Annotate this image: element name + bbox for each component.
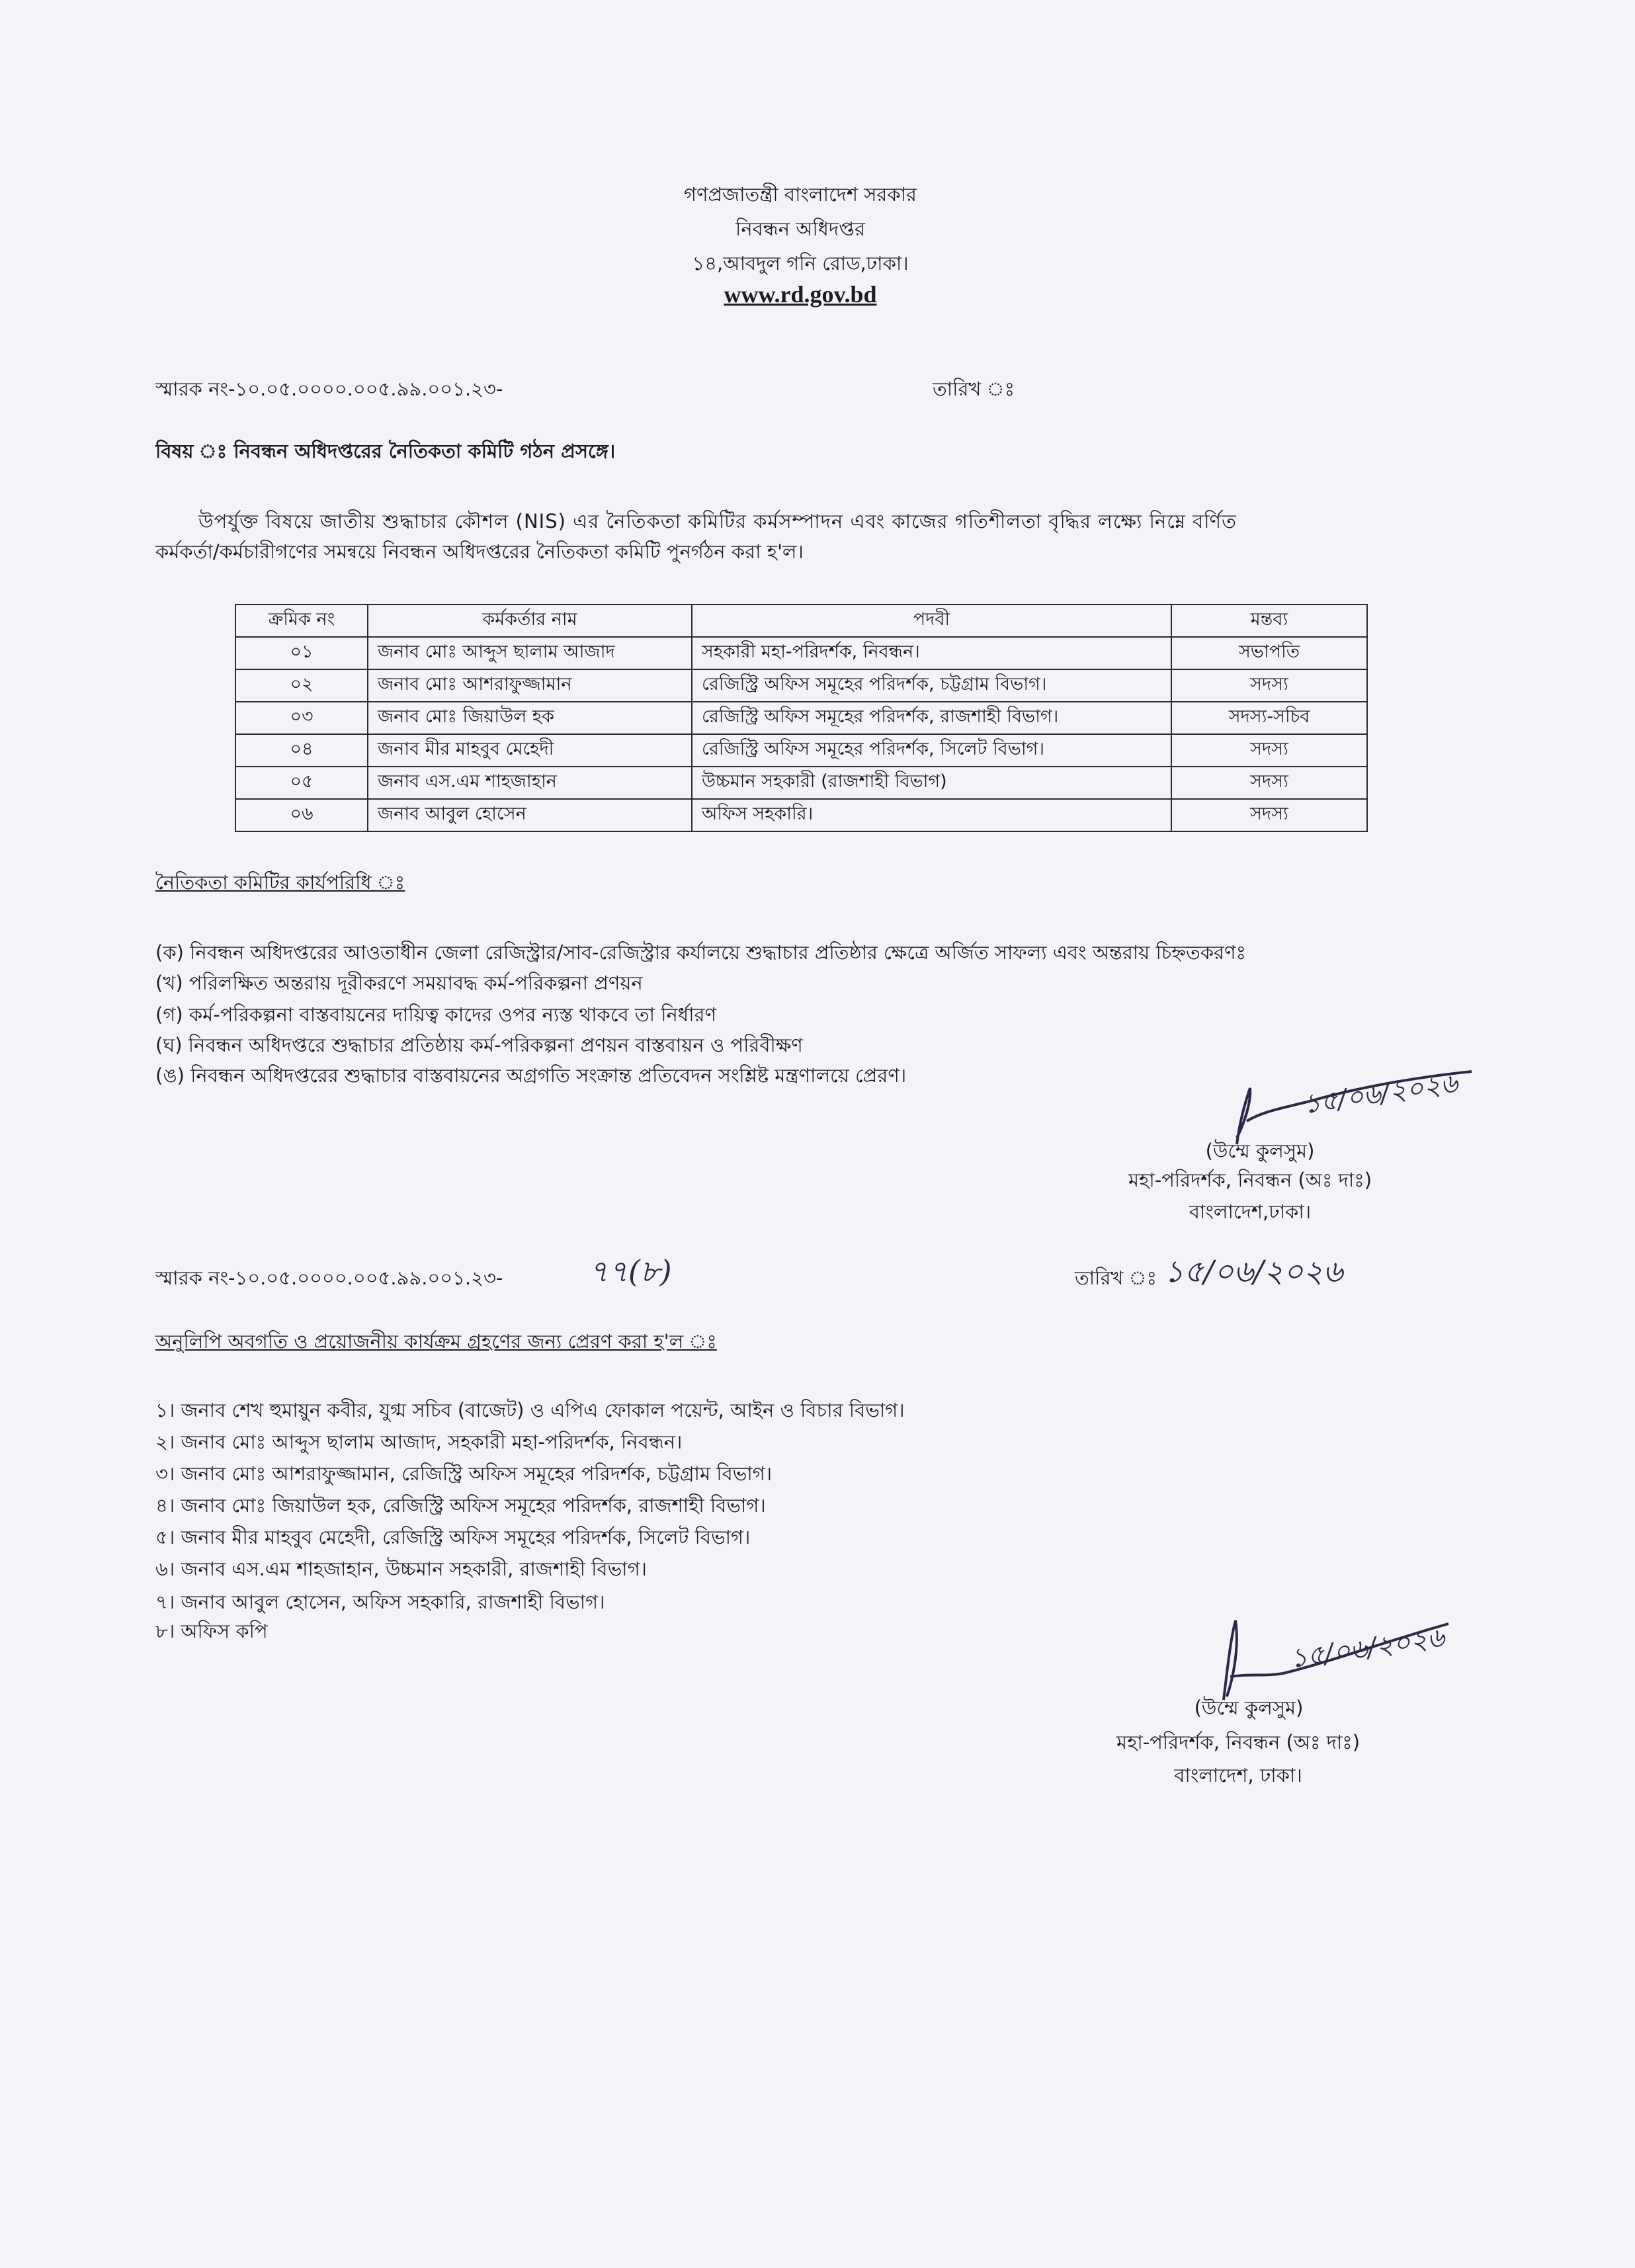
copy-item: ৫। জনাব মীর মাহবুব মেহেদী, রেজিস্ট্রি অফিস সমূহের পরিদর্শক, সিলেট বিভাগ। [155, 1526, 751, 1548]
cell-serial: ০৪ [235, 734, 368, 767]
cell-designation: অফিস সহকারি। [692, 799, 1171, 831]
govt-name: গণপ্রজাতন্ত্রী বাংলাদেশ সরকার [683, 183, 917, 206]
column-header-remarks: মন্তব্য [1171, 605, 1367, 637]
cell-serial: ০৬ [235, 799, 368, 831]
cell-serial: ০২ [235, 669, 368, 702]
table-row [235, 702, 1367, 734]
cell-designation: সহকারী মহা-পরিদর্শক, নিবন্ধন। [692, 637, 1171, 669]
signature-date: ১৫/০৬/২০২৬ [1301, 1068, 1460, 1120]
memo2-handwritten-date: ১৫/০৬/২০২৬ [1164, 1253, 1343, 1289]
copies-heading: অনুলিপি অবগতি ও প্রয়োজনীয় কার্যক্রম গ্রহণের জন্য প্রেরণ করা হ'ল ঃ [155, 1330, 717, 1353]
body-line-1: উপর্যুক্ত বিষয়ে জাতীয় শুদ্ধাচার কৌশল (NIS) এর নৈতিকতা কমিটির কর্মসম্পাদন এবং কাজের গতিশীলতা বৃদ্ধির লক্ষ্যে নিম্নে বর্ণিত [198, 510, 1237, 532]
table-row [235, 767, 1367, 799]
memo2-date-label: তারিখ ঃ [1075, 1267, 1157, 1289]
memo-date-label: তারিখ ঃ [933, 378, 1015, 400]
scope-item: (ঙ) নিবন্ধন অধিদপ্তরের শুদ্ধাচার বাস্তবায়নের অগ্রগতি সংক্রান্ত প্রতিবেদন সংশ্লিষ্ট মন্ত্রণালয়ে প্রেরণ। [155, 1064, 907, 1087]
signatory-place: বাংলাদেশ, ঢাকা। [1174, 1764, 1302, 1786]
cell-remarks: সভাপতি [1171, 637, 1367, 669]
cell-name: জনাব আবুল হোসেন [368, 799, 692, 831]
cell-serial: ০১ [235, 637, 368, 669]
scope-heading: নৈতিকতা কমিটির কার্যপরিধি ঃ [155, 871, 405, 894]
column-header-name: কর্মকর্তার নাম [368, 605, 692, 637]
table-header-row [235, 605, 1367, 637]
cell-name: জনাব মোঃ আশরাফুজ্জামান [368, 669, 692, 702]
copy-item: ৪। জনাব মোঃ জিয়াউল হক, রেজিস্ট্রি অফিস সমূহের পরিদর্শক, রাজশাহী বিভাগ। [155, 1494, 766, 1517]
copy-item: ৭। জনাব আবুল হোসেন, অফিস সহকারি, রাজশাহী বিভাগ। [155, 1591, 605, 1613]
table-row [235, 799, 1367, 831]
memo2-handwritten-suffix: ৭৭(৮) [589, 1253, 672, 1289]
signatory-name: (উম্মে কুলসুম) [1194, 1697, 1304, 1719]
cell-remarks: সদস্য [1171, 669, 1367, 702]
table-row [235, 637, 1367, 669]
signatory-place: বাংলাদেশ,ঢাকা। [1189, 1200, 1312, 1223]
body-line-2: কর্মকর্তা/কর্মচারীগণের সমন্বয়ে নিবন্ধন অধিদপ্তরের নৈতিকতা কমিটি পুনর্গঠন করা হ'ল। [155, 540, 804, 563]
table-row [235, 669, 1367, 702]
memo-number: স্মারক নং-১০.০৫.০০০০.০০৫.৯৯.০০১.২৩- [155, 378, 503, 400]
memo2-number: স্মারক নং-১০.০৫.০০০০.০০৫.৯৯.০০১.২৩- [155, 1267, 503, 1289]
copy-item: ১। জনাব শেখ হুমায়ুন কবীর, যুগ্ম সচিব (বাজেট) ও এপিএ ফোকাল পয়েন্ট, আইন ও বিচার বিভাগ। [155, 1399, 905, 1421]
cell-remarks: সদস্য [1171, 734, 1367, 767]
scope-item: (ক) নিবন্ধন অধিদপ্তরের আওতাধীন জেলা রেজিস্ট্রার/সাব-রেজিস্ট্রার কর্যালয়ে শুদ্ধাচার প্রতিষ্ঠার ক্ষেত্রে অর্জিত সাফল্য এবং অন্তরায় চিহ্নতকরণঃ [155, 941, 1246, 964]
signature-date: ১৫/০৬/২০২৬ [1288, 1622, 1446, 1675]
table-row [235, 734, 1367, 767]
cell-name: জনাব মীর মাহবুব মেহেদী [368, 734, 692, 767]
cell-remarks: সদস্য [1171, 799, 1367, 831]
cell-designation: রেজিস্ট্রি অফিস সমূহের পরিদর্শক, রাজশাহী বিভাগ। [692, 702, 1171, 734]
cell-name: জনাব এস.এম শাহজাহান [368, 767, 692, 799]
signatory-title: মহা-পরিদর্শক, নিবন্ধন (অঃ দাঃ) [1116, 1731, 1361, 1753]
scope-item: (গ) কর্ম-পরিকল্পনা বাস্তবায়নের দায়িত্ব কাদের ওপর ন্যস্ত থাকবে তা নির্ধারণ [155, 1003, 716, 1026]
scope-item: (ঘ) নিবন্ধন অধিদপ্তরে শুদ্ধাচার প্রতিষ্ঠায় কর্ম-পরিকল্পনা প্রণয়ন বাস্তবায়ন ও পরিবীক্ষণ [155, 1034, 803, 1056]
cell-remarks: সদস্য-সচিব [1171, 702, 1367, 734]
signatory-title: মহা-পরিদর্শক, নিবন্ধন (অঃ দাঃ) [1128, 1169, 1372, 1191]
copy-item: ২। জনাব মোঃ আব্দুস ছালাম আজাদ, সহকারী মহা-পরিদর্শক, নিবন্ধন। [155, 1431, 683, 1453]
address: ১৪,আবদুল গনি রোড,ঢাকা। [692, 252, 909, 274]
cell-designation: রেজিস্ট্রি অফিস সমূহের পরিদর্শক, চট্টগ্রাম বিভাগ। [692, 669, 1171, 702]
copy-item: ৮। অফিস কপি [155, 1620, 268, 1642]
scope-item: (খ) পরিলক্ষিত অন্তরায় দূরীকরণে সময়াবদ্ধ কর্ম-পরিকল্পনা প্রণয়ন [155, 972, 643, 994]
column-header-designation: পদবী [692, 605, 1171, 637]
committee-table [235, 604, 1368, 832]
subject-line: বিষয় ঃ নিবন্ধন অধিদপ্তরের নৈতিকতা কমিটি গঠন প্রসঙ্গে। [155, 440, 616, 462]
website-link[interactable]: www.rd.gov.bd [724, 281, 877, 308]
cell-serial: ০৩ [235, 702, 368, 734]
cell-name: জনাব মোঃ আব্দুস ছালাম আজাদ [368, 637, 692, 669]
cell-name: জনাব মোঃ জিয়াউল হক [368, 702, 692, 734]
department-name: নিবন্ধন অধিদপ্তর [735, 218, 865, 240]
cell-remarks: সদস্য [1171, 767, 1367, 799]
signatory-name: (উম্মে কুলসুম) [1205, 1140, 1315, 1162]
copy-item: ৬। জনাব এস.এম শাহজাহান, উচ্চমান সহকারী, রাজশাহী বিভাগ। [155, 1558, 647, 1580]
copy-item: ৩। জনাব মোঃ আশরাফুজ্জামান, রেজিস্ট্রি অফিস সমূহের পরিদর্শক, চট্টগ্রাম বিভাগ। [155, 1462, 773, 1485]
cell-designation: উচ্চমান সহকারী (রাজশাহী বিভাগ) [692, 767, 1171, 799]
cell-designation: রেজিস্ট্রি অফিস সমূহের পরিদর্শক, সিলেট বিভাগ। [692, 734, 1171, 767]
cell-serial: ০৫ [235, 767, 368, 799]
column-header-serial: ক্রমিক নং [235, 605, 368, 637]
